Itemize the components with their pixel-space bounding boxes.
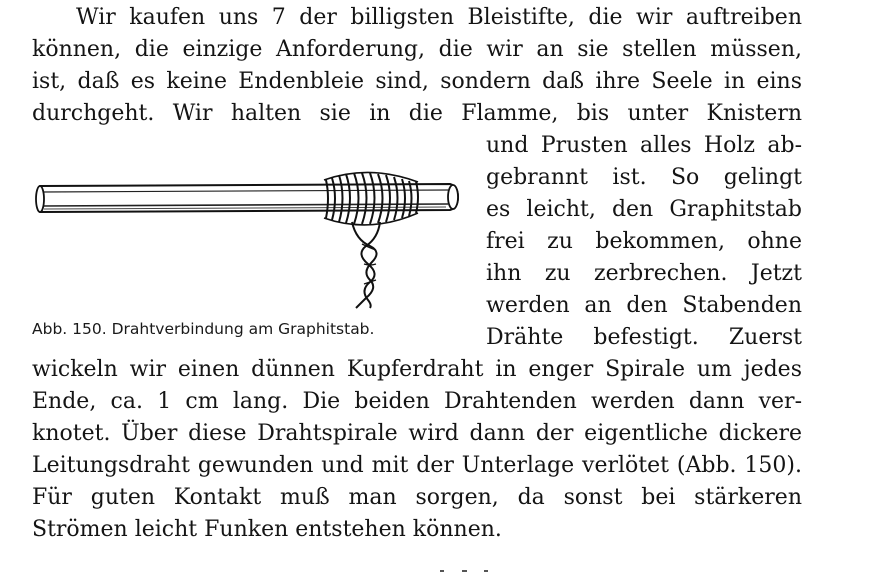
- text-line-2: können, die einzige Anforderung, die wir an sie stellen müssen,: [32, 37, 802, 62]
- rod-left-end: [36, 186, 44, 212]
- text-line-14: knotet. Über diese Drahtspirale wird dann der eigentliche dickere: [32, 421, 802, 446]
- figure-graphite-rod-wire: [30, 160, 466, 310]
- text-line-15: Leitungsdraht gewunden und mit der Unterlage verlötet (Abb. 150).: [32, 453, 802, 478]
- text-line-8: frei zu bekommen, ohne: [486, 229, 802, 254]
- text-line-4: durchgeht. Wir halten sie in die Flamme, bis unter Knistern: [32, 101, 802, 126]
- text-line-16: Für guten Kontakt muß man sorgen, da sonst bei stärkeren: [32, 485, 802, 510]
- text-line-10: werden an den Stabenden: [486, 293, 802, 318]
- text-line-13: Ende, ca. 1 cm lang. Die beiden Drahtenden werden dann ver-: [32, 389, 802, 414]
- text-line-5: und Prusten alles Holz ab-: [486, 133, 802, 158]
- text-line-12: wickeln wir einen dünnen Kupferdraht in enger Spirale um jedes: [32, 357, 802, 382]
- rod-right-end: [448, 185, 458, 209]
- graphite-rod-illustration: [30, 160, 466, 310]
- text-line-6: gebrannt ist. So gelingt: [486, 165, 802, 190]
- text-line-11: Drähte befestigt. Zuerst: [486, 325, 802, 350]
- figure-caption: Abb. 150. Drahtverbindung am Graphitstab.: [32, 320, 375, 338]
- text-line-3: ist, daß es keine Endenbleie sind, sondern daß ihre Seele in eins: [32, 69, 802, 94]
- text-line-17: Strömen leicht Funken entstehen können.: [32, 517, 502, 542]
- text-line-1: Wir kaufen uns 7 der billigsten Bleistifte, die wir auftreiben: [76, 5, 802, 30]
- cropped-text-fragment: [440, 568, 500, 572]
- text-line-9: ihn zu zerbrechen. Jetzt: [486, 261, 802, 286]
- text-line-7: es leicht, den Graphitstab: [486, 197, 802, 222]
- twisted-lead-wire: [352, 222, 380, 308]
